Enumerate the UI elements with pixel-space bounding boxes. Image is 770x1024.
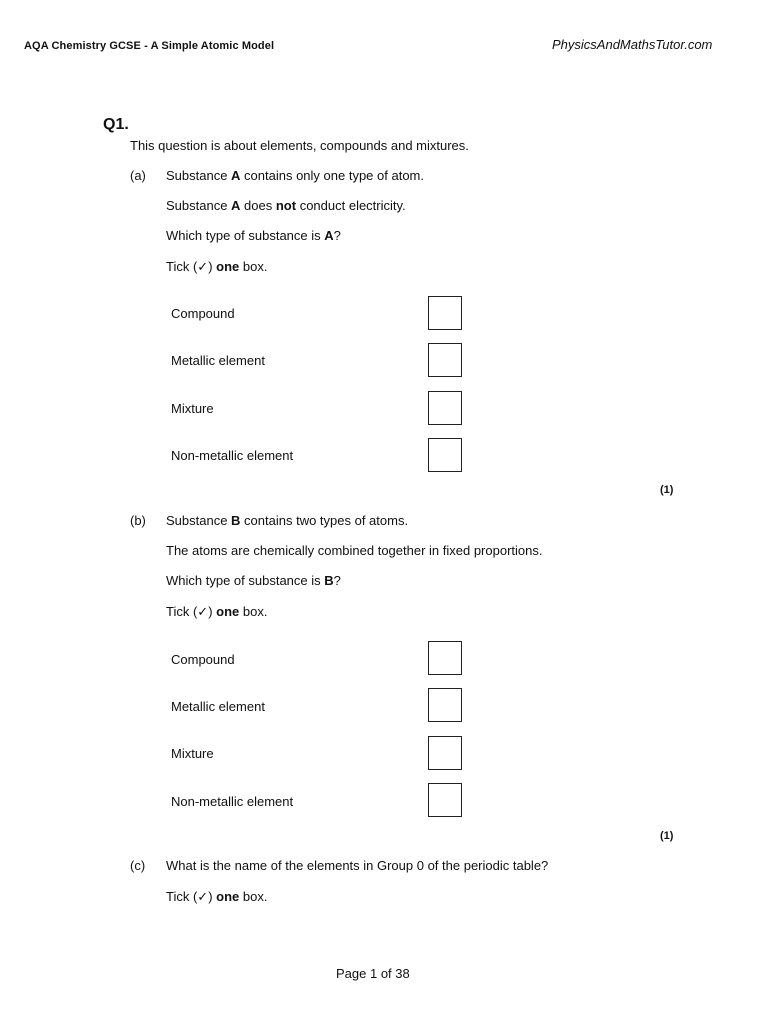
header-website: PhysicsAndMathsTutor.com — [552, 37, 713, 52]
part-a-option-label: Metallic element — [171, 353, 265, 368]
part-a-label: (a) — [130, 168, 146, 183]
part-a-line1: Substance A contains only one type of atom. — [166, 168, 424, 183]
part-c-question: What is the name of the elements in Group 0 of the periodic table? — [166, 858, 549, 873]
part-a-mark: (1) — [660, 484, 674, 496]
part-b-checkbox-compound[interactable] — [428, 641, 462, 675]
page-number: Page 1 of 38 — [336, 966, 410, 981]
part-b-checkbox-metallic-element[interactable] — [428, 688, 462, 722]
part-b-option-label: Metallic element — [171, 699, 265, 714]
part-b-line1: Substance B contains two types of atoms. — [166, 513, 409, 528]
part-a-checkbox-mixture[interactable] — [428, 391, 462, 425]
part-a-question: Which type of substance is A? — [166, 228, 341, 243]
part-a-option-label: Compound — [171, 306, 235, 321]
header-title: AQA Chemistry GCSE - A Simple Atomic Model — [24, 40, 275, 52]
tick-icon: ✓ — [197, 889, 209, 904]
part-a-line2: Substance A does not conduct electricity. — [166, 198, 406, 213]
question-number: Q1. — [103, 116, 129, 133]
tick-icon: ✓ — [197, 259, 209, 274]
part-a-option-label: Non-metallic element — [171, 448, 294, 463]
part-b-tick-instruction: Tick (✓) one box. — [166, 604, 268, 619]
part-a-checkbox-metallic-element[interactable] — [428, 343, 462, 377]
part-c-tick-instruction: Tick (✓) one box. — [166, 889, 268, 904]
part-b-option-label: Compound — [171, 652, 235, 667]
part-b-line2: The atoms are chemically combined together in fixed proportions. — [166, 543, 543, 558]
part-b-mark: (1) — [660, 830, 674, 842]
question-intro: This question is about elements, compounds and mixtures. — [130, 138, 469, 153]
part-b-option-label: Non-metallic element — [171, 794, 294, 809]
part-a-option-label: Mixture — [171, 401, 214, 416]
part-b-label: (b) — [130, 513, 146, 528]
tick-icon: ✓ — [197, 604, 209, 619]
part-b-checkbox-non-metallic-element[interactable] — [428, 783, 462, 817]
part-a-checkbox-non-metallic-element[interactable] — [428, 438, 462, 472]
part-a-checkbox-compound[interactable] — [428, 296, 462, 330]
part-c-label: (c) — [130, 858, 146, 873]
part-a-tick-instruction: Tick (✓) one box. — [166, 259, 268, 274]
part-b-checkbox-mixture[interactable] — [428, 736, 462, 770]
part-b-option-label: Mixture — [171, 746, 214, 761]
part-b-question: Which type of substance is B? — [166, 573, 341, 588]
